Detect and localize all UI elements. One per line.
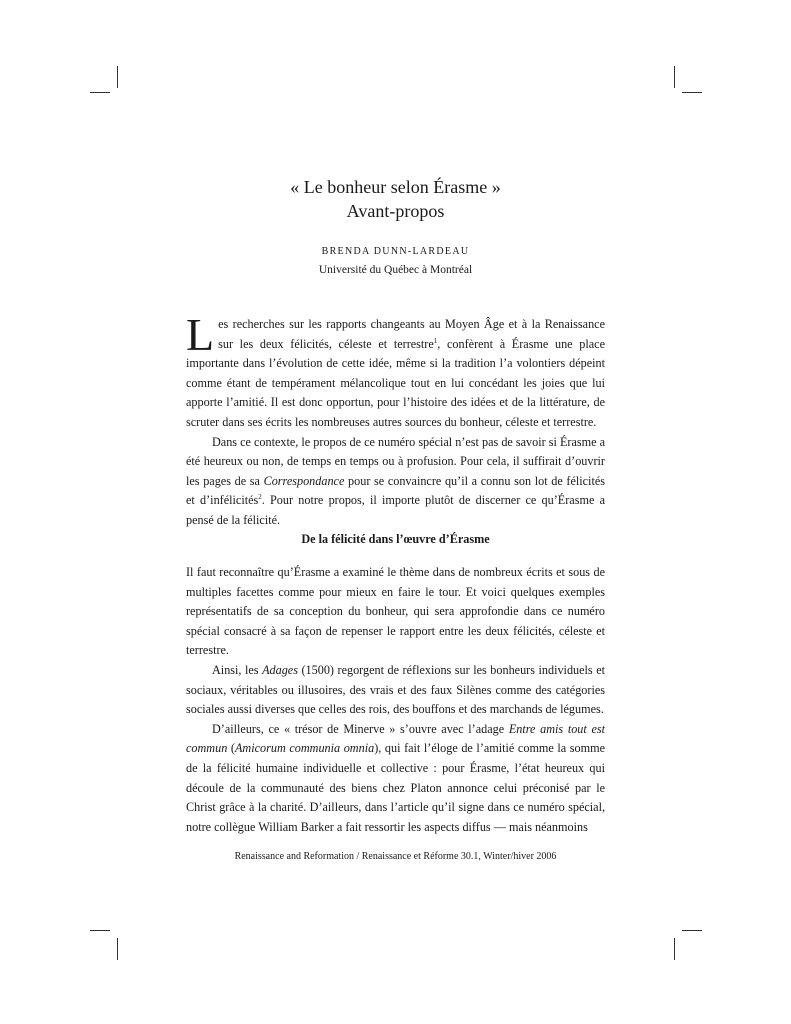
- crop-mark-bottom-right-vertical: [674, 938, 675, 960]
- page-footer: Renaissance and Reformation / Renaissance et Réforme 30.1, Winter/hiver 2006: [234, 851, 557, 862]
- intro-paragraph-2: [186, 433, 605, 531]
- section-heading: De la félicité dans l’œuvre d’Érasme: [301, 532, 490, 546]
- intro-p1-text-a: es recherches sur les rapports changeants au Moyen Âge et à la Renaissance sur les deux félicités, céleste et terrestre: [218, 317, 605, 351]
- author-affiliation: Université du Québec à Montréal: [318, 264, 473, 276]
- section-text: [186, 563, 605, 837]
- section-p2-text-a: Ainsi, les: [212, 662, 263, 677]
- intro-p2-text-c: . Pour notre propos, il importe plutôt de discerner ce qu’Érasme a pensé de la félicité.: [186, 493, 605, 527]
- crop-mark-top-left-vertical: [117, 66, 118, 88]
- section-p3-italic-1: Entre amis tout est commun: [186, 721, 606, 756]
- article-title: « Le bonheur selon Érasme »: [290, 177, 501, 197]
- footnote-ref-2: 2: [258, 493, 262, 502]
- section-paragraph-1: Il faut reconnaître qu’Érasme a examiné le thème dans de nombreux écrits et sous de multiples facettes comme pour mieux en faire le tour. Et voici quelques exemples représentatifs de sa conception du bonheur, qui sera approfondie dans ce numéro spécial consacré à sa façon de repenser le rapport entre les deux félicités, céleste et terrestre.: [186, 565, 605, 658]
- intro-text: [186, 309, 605, 531]
- section-p2-text-b: (1500) regorgent de réflexions sur les bonheurs individuels et sociaux, véritables ou illusoires, des vrais et des faux Silènes comme des catégories sociales aussi diverses que celles des rois, des bouffons et des marchands de légumes.: [186, 662, 605, 717]
- crop-mark-bottom-left-horizontal: [90, 930, 110, 931]
- title-block: [0, 175, 791, 278]
- section-p3-text-b: (: [227, 741, 235, 756]
- footnote-ref-1: 1: [433, 336, 438, 345]
- author-name: BRENDA DUNN-LARDEAU: [321, 246, 470, 257]
- crop-mark-top-right-vertical: [674, 66, 675, 88]
- section-paragraph-2: [186, 661, 605, 720]
- article-subtitle: Avant-propos: [346, 201, 445, 221]
- section-p3-text-a: D’ailleurs, ce « trésor de Minerve » s’ouvre avec l’adage: [212, 721, 509, 736]
- crop-mark-top-left-horizontal: [90, 92, 110, 93]
- intro-paragraph-1: [186, 309, 605, 433]
- crop-mark-bottom-left-vertical: [117, 938, 118, 960]
- section-p3-text-c: ), qui fait l’éloge de l’amitié comme la somme de la félicité humaine individuelle et collective : pour Érasme, l’état heureux qui découle de la communauté des biens chez Platon annonce celui préconisé par le Christ grâce à la charité. D’ailleurs, dans l’article qu’il signe dans ce numéro spécial, notre collègue William Barker a fait ressortir les aspects diffus — mais néanmoins: [186, 741, 606, 834]
- intro-p1-text-b: , confèrent à Érasme une place importante dans l’évolution de cette idée, même si la tradition l’a volontiers dépeint comme étant de tempérament mélancolique tout en lui concédant les joies que lui apporte l’amitié. Il est donc opportun, pour l’histoire des idées et de la littérature, de scruter dans ses écrits les nombreuses autres sources du bonheur, céleste et terrestre.: [186, 336, 605, 429]
- intro-p2-text-a: Dans ce contexte, le propos de ce numéro spécial n’est pas de savoir si Érasme a été heureux ou non, de temps en temps ou à profusion. Pour cela, il suffirait d’ouvrir les pages de sa: [186, 434, 605, 488]
- intro-p2-text-b: pour se convaincre qu’il a connu son lot de félicités et d’infélicités: [186, 473, 605, 508]
- crop-mark-top-right-horizontal: [682, 92, 702, 93]
- section-paragraph-3: [186, 720, 605, 838]
- drop-cap: L: [186, 309, 215, 360]
- intro-p2-italic: Correspondance: [263, 473, 345, 488]
- crop-mark-bottom-right-horizontal: [682, 930, 702, 931]
- section-p3-italic-2: Amicorum communia omnia: [234, 741, 375, 756]
- section-p2-italic: Adages: [262, 662, 298, 677]
